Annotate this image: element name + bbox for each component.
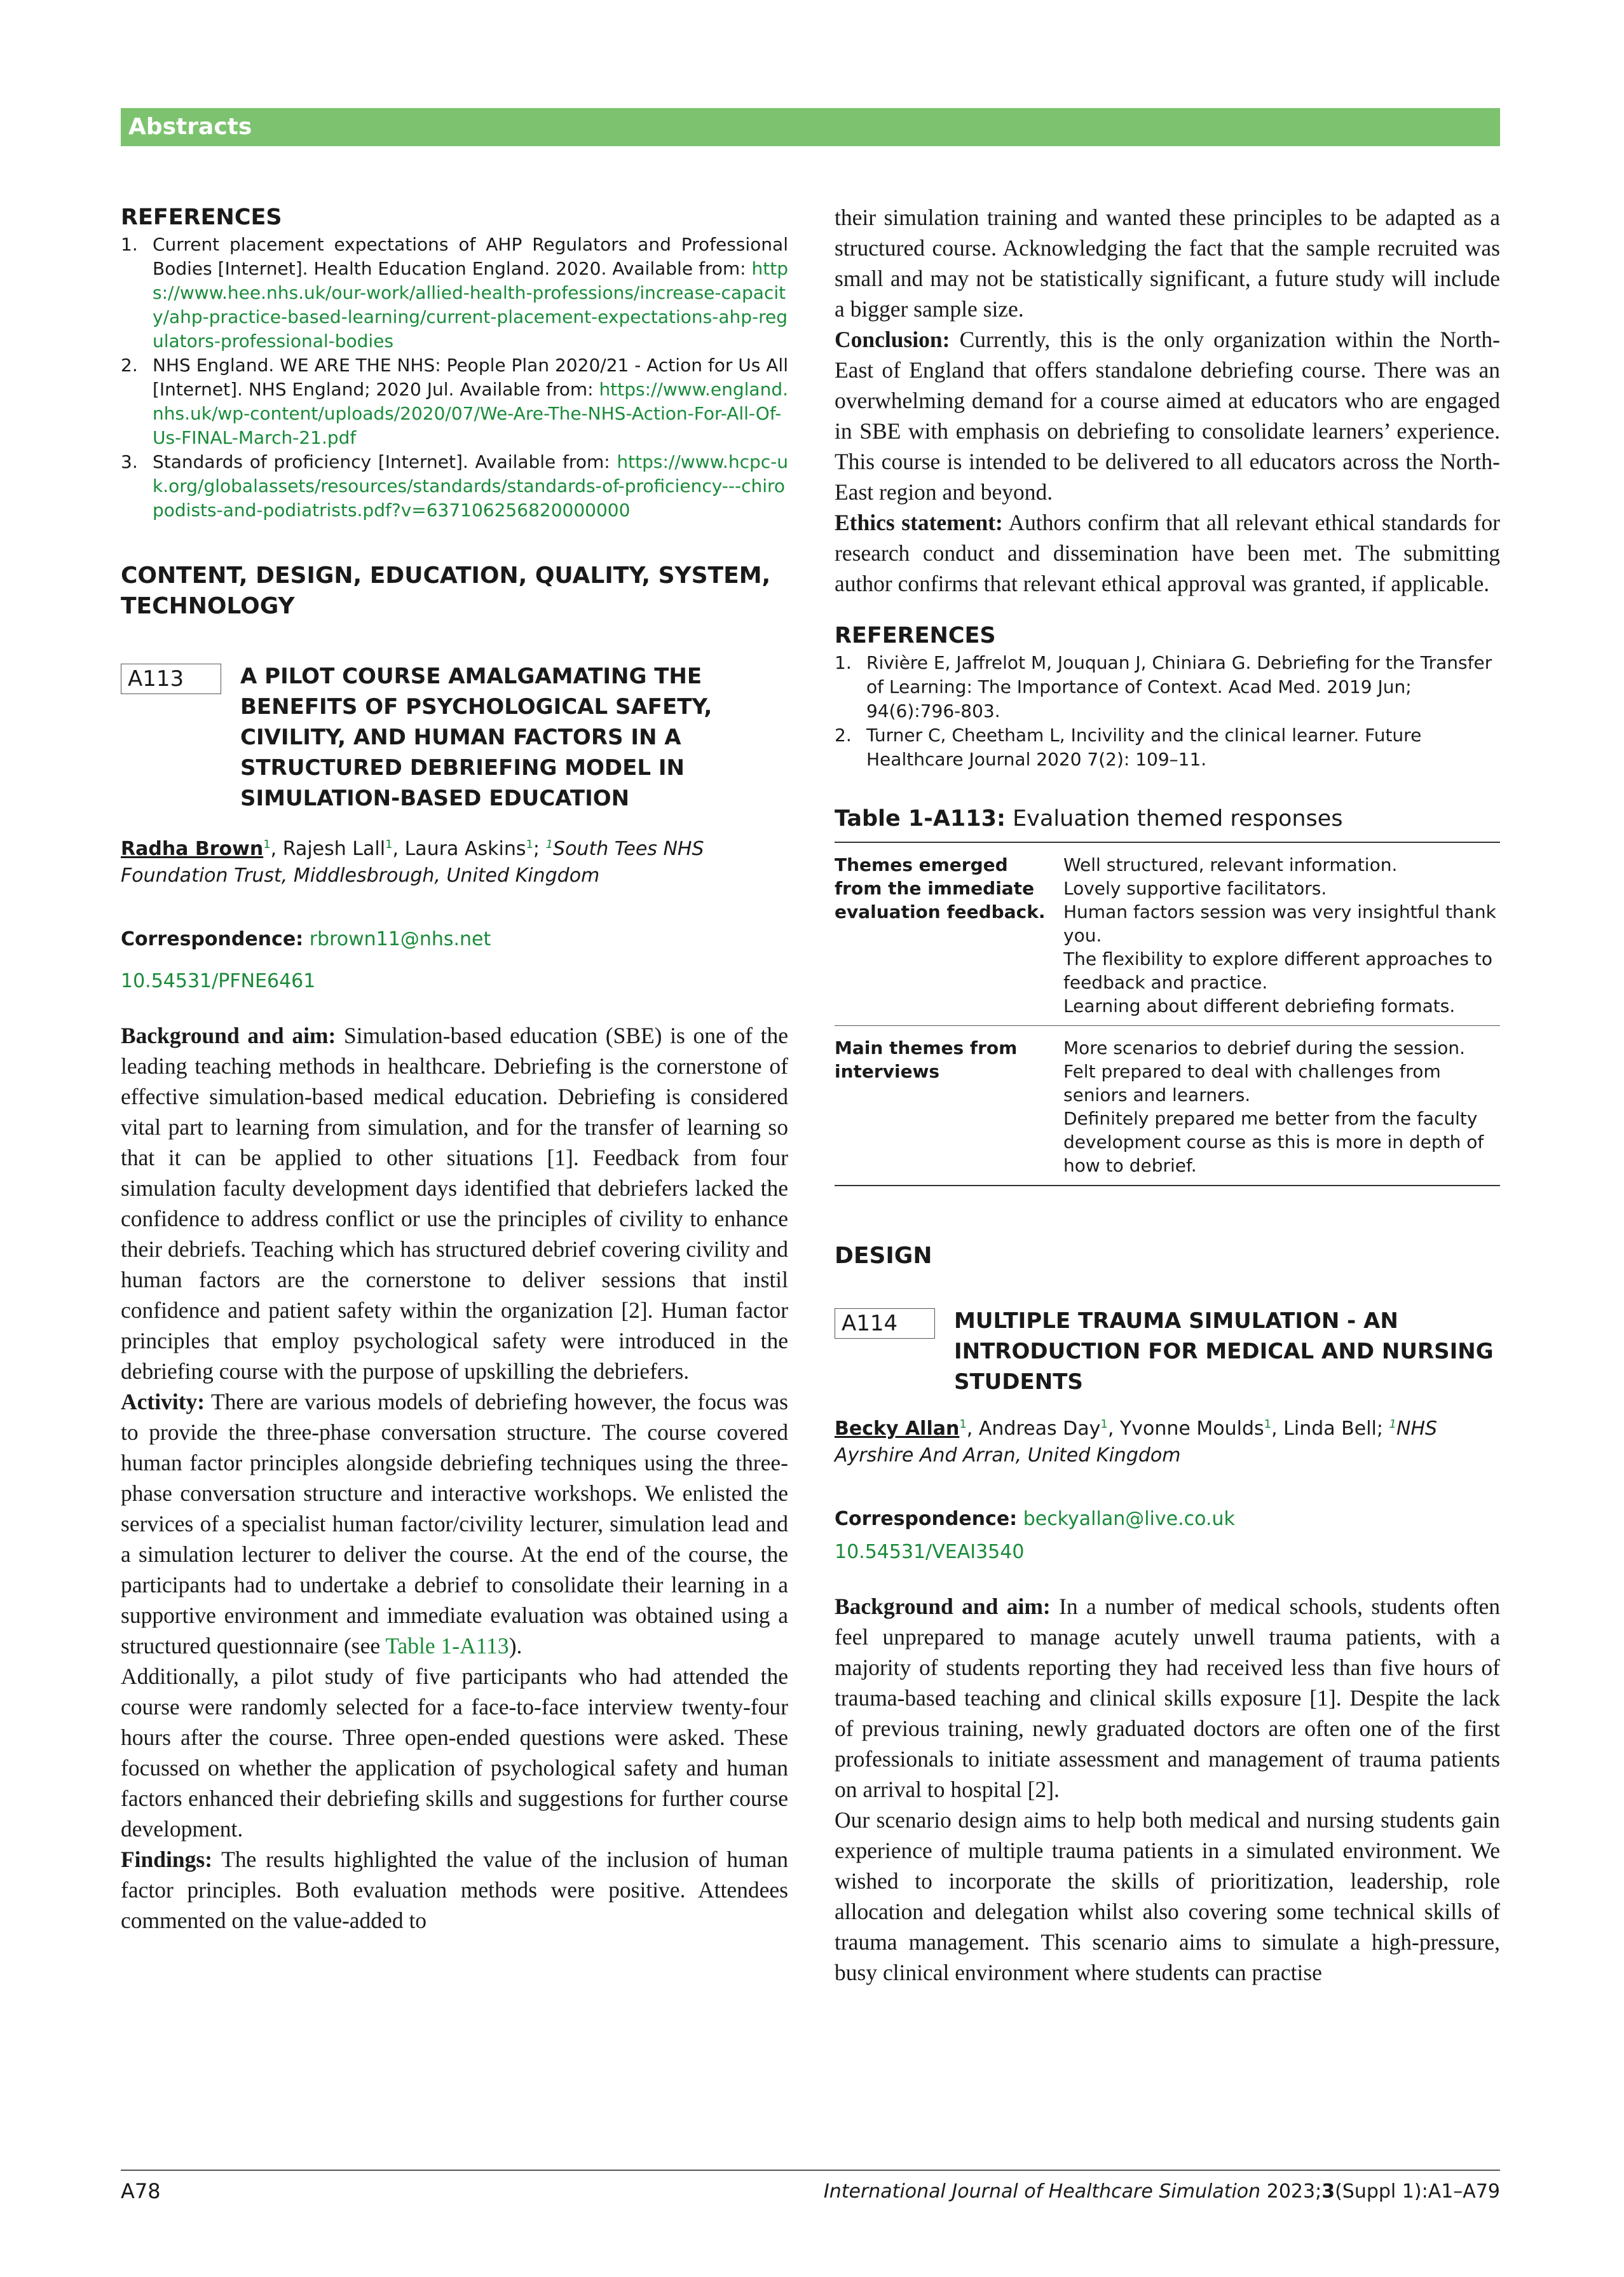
- lead-author: Becky Allan: [835, 1418, 960, 1440]
- reference-text: Turner C, Cheetham L, Incivility and the clinical learner. Future Healthcare Journal 2020 7(2): 109–11.: [866, 725, 1422, 770]
- author: Yvonne Moulds: [1119, 1418, 1264, 1440]
- author-line: Radha Brown$^1$, Rajesh Lall$^1$, Laura Askins$^1$; $^1$South Tees NHS Foundation Trust, Middlesbrough, United Kingdom: [121, 838, 704, 887]
- background-paragraph: [835, 1591, 1500, 1805]
- activity-paragraph: [121, 1386, 788, 1661]
- abstract-id-box: A113: [121, 664, 221, 694]
- ethics-paragraph: [835, 507, 1500, 599]
- journal-citation: [824, 2180, 1500, 2203]
- journal-name: International Journal of Healthcare Simulation: [823, 2180, 1261, 2203]
- references-heading: REFERENCES: [121, 205, 282, 230]
- footer-rule: [121, 2170, 1500, 2171]
- table-row: [835, 842, 1500, 1026]
- affiliation-mark: 1: [545, 838, 554, 851]
- abstract-id-box: A114: [835, 1308, 935, 1339]
- themes-table: [835, 842, 1500, 1186]
- reference-number: 2.: [835, 725, 852, 746]
- conclusion-paragraph: [835, 324, 1500, 507]
- right-column: [835, 202, 1500, 1988]
- table-row-values: [1063, 1026, 1500, 1186]
- reference-text: Current placement expectations of AHP Regulators and Professional Bodies [Internet]. Health Education England. 2020. Available from:: [153, 234, 788, 279]
- journal-year: 2023;: [1266, 2180, 1322, 2203]
- topic-heading: DESIGN: [835, 1243, 932, 1269]
- reference-item: [835, 651, 1500, 723]
- table-cell-line: More scenarios to debrief during the session.: [1063, 1037, 1466, 1058]
- activity-text: There are various models of debriefing however, the focus was to provide the three-phase conversation structure. The course covered human factor principles alongside debriefing techniques using the three-phase conversation structure and interactive workshops. We enlisted the services of a specialist human factor/civility lecturer, simulation lead and a simulation lecturer to deliver the course. At the end of the course, the participants had to undertake a debrief to consolidate their learning in a supportive environment and immediate evaluation was obtained using a structured questionnaire (see: [121, 1389, 789, 1658]
- author: Laura Askins: [404, 838, 526, 860]
- findings-label: Findings:: [121, 1847, 213, 1872]
- reference-list: [121, 233, 788, 523]
- reference-number: 3.: [121, 451, 138, 472]
- table-cell-line: Learning about different debriefing formats.: [1063, 995, 1456, 1016]
- table-cell-line: Lovely supportive facilitators.: [1063, 878, 1327, 899]
- reference-link[interactable]: https://www.hee.nhs.uk/our-work/allied-health-professions/increase-capacity/ahp-practice-based-learning/current-placement-expectations-ahp-regulators-professional-bodies: [153, 258, 788, 352]
- reference-list: [835, 651, 1500, 772]
- table-cell-line: Human factors session was very insightful thank you.: [1063, 901, 1496, 946]
- reference-item: [121, 353, 788, 450]
- abstract-title: MULTIPLE TRAUMA SIMULATION - AN INTRODUCTION FOR MEDICAL AND NURSING STUDENTS: [954, 1308, 1494, 1395]
- reference-text: NHS England. WE ARE THE NHS: People Plan 2020/21 - Action for Us All [Internet]. NHS England; 2020 Jul. Available from:: [153, 355, 788, 400]
- journal-issue: (Suppl 1):A1–A79: [1335, 2180, 1500, 2203]
- ethics-label: Ethics statement:: [835, 510, 1003, 535]
- findings-text: The results highlighted the value of the inclusion of human factor principles. Both evaluation methods were positive. Attendees commented on the value-added to: [121, 1847, 789, 1933]
- correspondence-email-link[interactable]: rbrown11@nhs.net: [309, 928, 491, 950]
- affiliation-mark: 1: [1264, 1418, 1272, 1431]
- abstract-title: A PILOT COURSE AMALGAMATING THE BENEFITS OF PSYCHOLOGICAL SAFETY, CIVILITY, AND HUMAN FACTORS IN A STRUCTURED DEBRIEFING MODEL IN SIMULATION-BASED EDUCATION: [240, 664, 713, 811]
- table-row: [835, 1026, 1500, 1186]
- reference-item: [121, 233, 788, 353]
- affiliation-mark: 1: [263, 838, 271, 851]
- background-label: Background and aim:: [121, 1023, 336, 1048]
- reference-item: [835, 723, 1500, 772]
- table-title: [835, 803, 1500, 834]
- continued-paragraph: their simulation training and wanted these principles to be adapted as a structured course. Acknowledging the fact that the sample recruited was small and may not be statistically significant, a future study will include a bigger sample size.: [835, 205, 1500, 322]
- correspondence: [835, 1506, 1500, 1533]
- page-number: A78: [121, 2179, 161, 2203]
- activity-tail: ).: [508, 1633, 522, 1658]
- abstract-header: [121, 661, 788, 814]
- author-line: Becky Allan$^1$, Andreas Day$^1$, Yvonne Moulds$^1$, Linda Bell; $^1$NHS Ayrshire And Arran, United Kingdom: [835, 1418, 1438, 1467]
- affiliation-mark: 1: [959, 1418, 967, 1431]
- affiliation-mark: 1: [1100, 1418, 1108, 1431]
- background-paragraph: [121, 1020, 788, 1386]
- journal-volume: 3: [1321, 2180, 1335, 2203]
- reference-text: Rivière E, Jaffrelot M, Jouquan J, Chiniara G. Debriefing for the Transfer of Learning: The Importance of Context. Acad Med. 2019 Jun; 94(6):796-803.: [866, 652, 1492, 721]
- topic-heading: CONTENT, DESIGN, EDUCATION, QUALITY, SYSTEM, TECHNOLOGY: [121, 563, 771, 619]
- background-text: In a number of medical schools, students often feel unprepared to manage acutely unwell trauma patients, with a majority of students reporting they had received less than five hours of trauma-based teaching and clinical skills exposure [1]. Despite the lack of previous training, newly graduated doctors are often one of the first professionals to initiate assessment and management of trauma patients on arrival to hospital [2].: [835, 1594, 1500, 1802]
- conclusion-text: Currently, this is the only organization within the North-East of England that offers standalone debriefing course. There was an overwhelming demand for a course aimed at educators who are engaged in SBE with emphasis on debriefing to consolidate learners’ experience. This course is intended to be delivered to all educators across the North-East region and beyond.: [835, 327, 1501, 505]
- table-cell-line: Felt prepared to deal with challenges from seniors and learners.: [1063, 1061, 1441, 1105]
- author: Andreas Day: [978, 1418, 1101, 1440]
- correspondence-label: Correspondence:: [121, 928, 304, 950]
- doi-link[interactable]: 10.54531/PFNE6461: [121, 970, 316, 992]
- table-label: Table 1-A113:: [835, 806, 1006, 831]
- table-cell-line: Well structured, relevant information.: [1063, 854, 1398, 875]
- affiliation: NHS Ayrshire And Arran, United Kingdom: [835, 1418, 1438, 1467]
- reference-number: 1.: [835, 652, 852, 673]
- reference-number: 1.: [121, 234, 138, 255]
- background-text: Simulation-based education (SBE) is one of the leading teaching methods in healthcare. Debriefing is the cornerstone of effective simulation-based medical education. Debriefing is considered vital part to learning from simulation, and for the transfer of learning so that it can be applied to other situations [1]. Feedback from four simulation faculty development days identified that debriefers lacked the confidence to address conflict or use the principles of civility to enhance their debriefs. Teaching which has structured debrief covering civility and human factors are the cornerstone to deliver sessions that instil confidence and patient safety within the organization [2]. Human factor principles that employ psychological safety were introduced in the debriefing course with the purpose of upskilling the debriefers.: [121, 1023, 788, 1384]
- table-row-key: Themes emerged from the immediate evaluation feedback.: [835, 854, 1046, 922]
- reference-text: Standards of proficiency [Internet]. Available from:: [153, 451, 617, 472]
- affiliation-mark: 1: [1389, 1418, 1396, 1431]
- table-row-key: Main themes from interviews: [835, 1026, 1063, 1186]
- reference-link[interactable]: https://www.hcpc-uk.org/globalassets/resources/standards/standards-of-proficiency---chiropodists-and-podiatrists.pdf?v=637106256820000000: [153, 451, 788, 521]
- table-cell-line: The flexibility to explore different approaches to feedback and practice.: [1063, 948, 1492, 993]
- design-paragraph: Our scenario design aims to help both medical and nursing students gain experience of multiple trauma patients in a simulated environment. We wished to incorporate the skills of prioritization, leadership, role allocation and delegation whilst also covering some technical skills of trauma management. This scenario aims to simulate a high-pressure, busy clinical environment where students can practise: [835, 1807, 1500, 1985]
- section-header-label: Abstracts: [128, 114, 252, 140]
- affiliation-mark: 1: [526, 838, 533, 851]
- doi-link[interactable]: 10.54531/VEAI3540: [835, 1541, 1025, 1563]
- affiliation: South Tees NHS Foundation Trust, Middlesbrough, United Kingdom: [121, 838, 704, 887]
- additional-paragraph: Additionally, a pilot study of five participants who had attended the course were randomly selected for a face-to-face interview twenty-four hours after the course. Three open-ended questions were asked. These focussed on whether the application of psychological safety and human factors enhanced their debriefing skills and suggestions for further course development.: [121, 1664, 788, 1842]
- reference-link[interactable]: https://www.england.nhs.uk/wp-content/uploads/2020/07/We-Are-The-NHS-Action-For-All-Of-Us-FINAL-March-21.pdf: [153, 379, 788, 448]
- affiliation-mark: 1: [385, 838, 393, 851]
- reference-item: [121, 450, 788, 523]
- background-label: Background and aim:: [835, 1594, 1051, 1619]
- lead-author: Radha Brown: [121, 838, 264, 860]
- reference-number: 2.: [121, 355, 138, 376]
- table-reference-link[interactable]: Table 1-A113: [385, 1633, 509, 1658]
- conclusion-label: Conclusion:: [835, 327, 950, 352]
- section-header-bar: [121, 108, 1500, 146]
- correspondence-email-link[interactable]: beckyallan@live.co.uk: [1023, 1508, 1235, 1530]
- table-caption: Evaluation themed responses: [1013, 806, 1343, 831]
- author: Linda Bell: [1283, 1418, 1377, 1440]
- correspondence: [121, 926, 788, 953]
- abstract-header: [835, 1306, 1500, 1397]
- author: Rajesh Lall: [282, 838, 386, 860]
- references-heading: REFERENCES: [835, 623, 996, 648]
- table-cell-line: Definitely prepared me better from the faculty development course as this is more in depth of how to debrief.: [1063, 1108, 1484, 1176]
- correspondence-label: Correspondence:: [835, 1508, 1018, 1530]
- left-column: [121, 202, 788, 1936]
- ethics-text: Authors confirm that all relevant ethical standards for research conduct and dissemination have been met. The submitting author confirms that relevant ethical approval was granted, if applicable.: [835, 510, 1501, 596]
- activity-label: Activity:: [121, 1389, 205, 1414]
- table-row-values: [1063, 842, 1500, 1026]
- findings-paragraph: [121, 1844, 788, 1936]
